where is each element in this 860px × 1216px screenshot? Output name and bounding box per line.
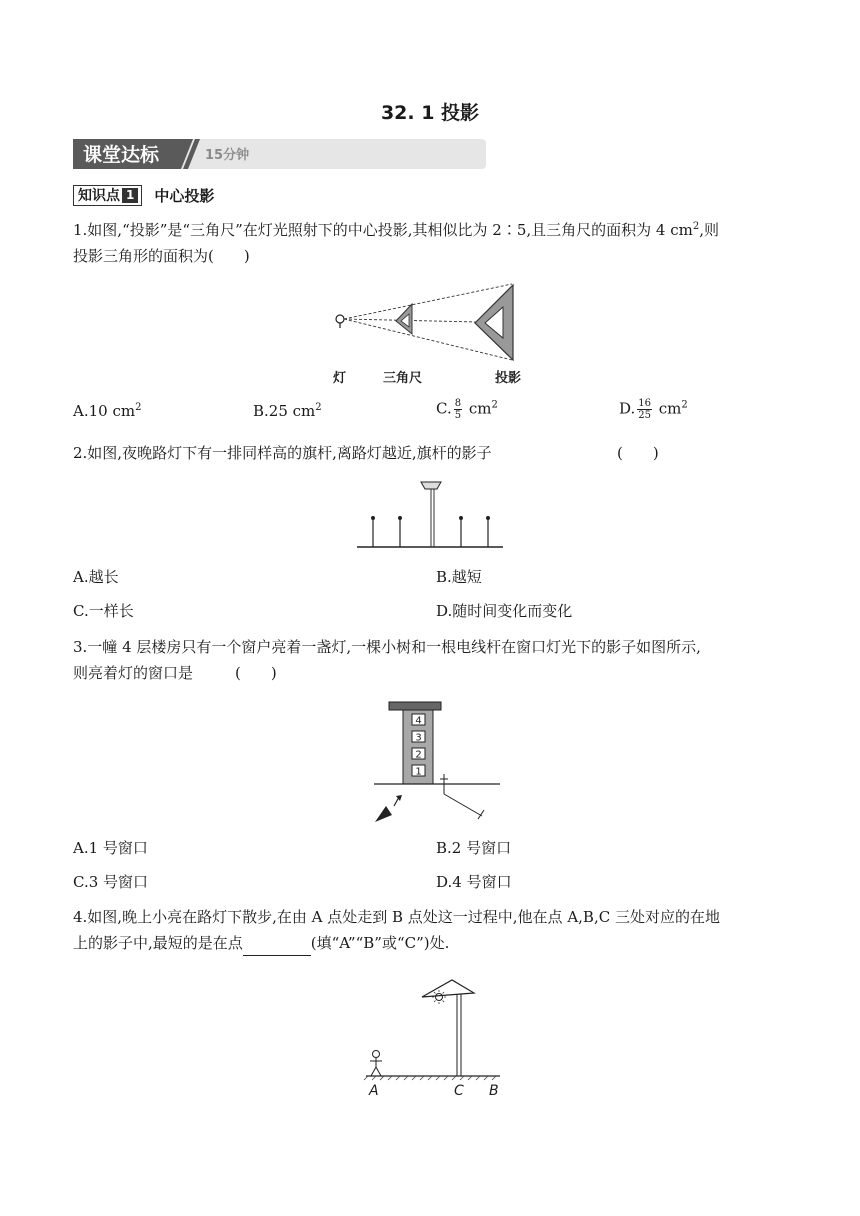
q1-label-lamp: 灯 xyxy=(333,371,347,386)
q4-point-b: B xyxy=(489,1083,499,1099)
banner-label: 课堂达标 xyxy=(83,144,160,166)
q3-option-c: C.3 号窗口 xyxy=(73,873,149,891)
q1-label-ruler: 三角尺 xyxy=(383,371,423,386)
q1-option-b: B.25 $cm^2$ xyxy=(253,402,322,420)
question-3-text xyxy=(73,634,803,686)
q1-text-a: 1.如图,“投影”是“三角尺”在灯光照射下的中心投影,其相似比为 2∶5,且三角尺的面积为 4 cm xyxy=(73,221,693,239)
q2-option-d: D.随时间变化而变化 xyxy=(436,602,573,620)
knowledge-point-label: 知识点 xyxy=(78,188,120,204)
q2-figure xyxy=(355,476,505,556)
q3-option-b: B.2 号窗口 xyxy=(436,839,512,857)
knowledge-point-badge xyxy=(73,185,142,206)
page-title: 32. 1 投影 xyxy=(380,102,480,124)
window-4-label: 4 xyxy=(415,715,422,727)
q3-option-d: D.4 号窗口 xyxy=(436,873,512,891)
question-1-text xyxy=(73,214,793,269)
q4-figure xyxy=(360,975,505,1104)
section-banner xyxy=(73,139,486,169)
q3-line2: 则亮着灯的窗口是 xyxy=(73,664,194,682)
q2-option-b: B.越短 xyxy=(436,568,482,586)
q4-answer-blank[interactable] xyxy=(243,937,311,956)
q1-text-b: ,则 xyxy=(699,221,720,239)
window-2-label: 2 xyxy=(415,749,422,761)
q2-text: 2.如图,夜晚路灯下有一排同样高的旗杆,离路灯越近,旗杆的影子 xyxy=(73,444,492,462)
q3-figure xyxy=(372,698,502,832)
q4-line2-a: 上的影子中,最短的是在点 xyxy=(73,934,243,952)
q1-option-a: A.10 $cm^2$ xyxy=(73,402,142,420)
q1-line2: 投影三角形的面积为( ) xyxy=(73,247,250,265)
q4-line1: 4.如图,晚上小亮在路灯下散步,在由 A 点处走到 B 点处这一过程中,他在点 A,B,C 三处对应的在地 xyxy=(73,908,720,926)
window-3-label: 3 xyxy=(415,732,422,744)
knowledge-point-header xyxy=(73,184,214,206)
knowledge-point-title: 中心投影 xyxy=(154,186,215,205)
banner-time: 15分钟 xyxy=(205,148,250,163)
knowledge-point-number: 1 xyxy=(122,188,138,203)
q1-label-shadow: 投影 xyxy=(495,371,522,386)
window-1-label: 1 xyxy=(415,766,422,778)
question-2-text xyxy=(73,440,793,466)
q1-option-c: C. $\frac{8}{5}$ $cm^2$ xyxy=(436,398,498,421)
q2-answer-bracket: ( ) xyxy=(617,444,659,462)
q1-sup: 2 xyxy=(692,221,700,232)
q4-line2-b: (填“A”“B”或“C”)处. xyxy=(310,934,450,952)
q3-line1: 3.一幢 4 层楼房只有一个窗户亮着一盏灯,一棵小树和一根电线杆在窗口灯光下的影子如图所示, xyxy=(73,638,701,656)
q2-option-a: A.越长 xyxy=(73,568,119,586)
q3-option-a: A.1 号窗口 xyxy=(73,839,148,857)
question-4-text xyxy=(73,904,803,956)
q1-option-d: D. $\frac{16}{25}$ $cm^2$ xyxy=(619,398,688,421)
q1-figure xyxy=(330,282,530,392)
q4-point-c: C xyxy=(454,1083,464,1099)
q4-point-a: A xyxy=(369,1083,379,1099)
q3-answer-bracket: ( ) xyxy=(235,664,277,682)
q2-option-c: C.一样长 xyxy=(73,602,134,620)
